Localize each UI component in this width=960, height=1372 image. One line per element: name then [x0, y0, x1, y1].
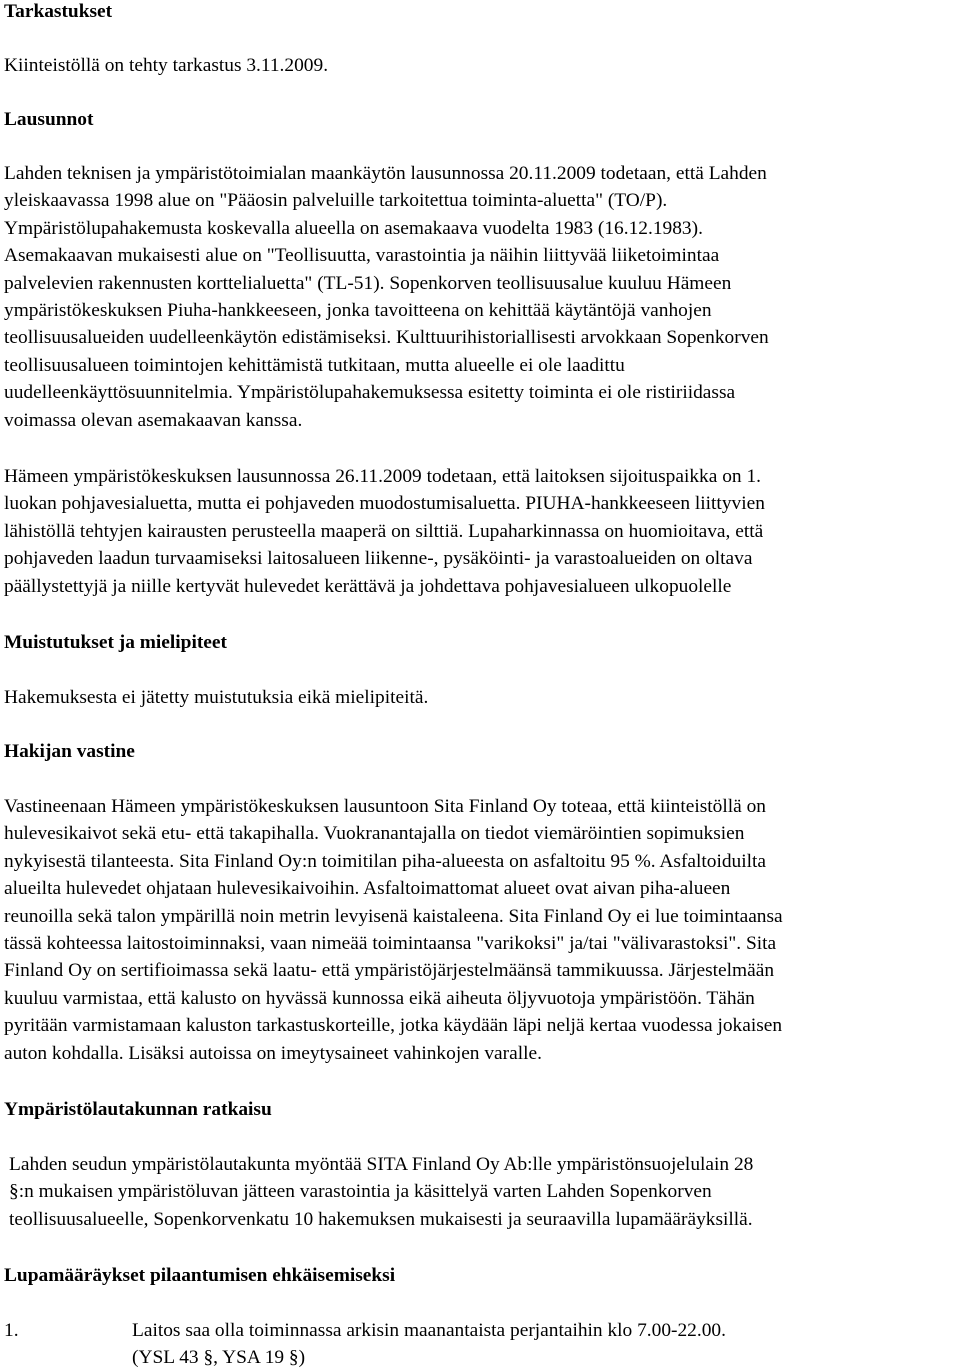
- text-line: Lahden seudun ympäristölautakunta myöntää SITA Finland Oy Ab:lle ympäristönsuojelulain 28: [9, 1154, 754, 1175]
- text-line: Hämeen ympäristökeskuksen lausunnossa 26.11.2009 todetaan, että laitoksen sijoituspaikka on 1.: [4, 466, 761, 487]
- text-line: Ympäristölupahakemusta koskevalla alueella on asemakaava vuodelta 1983 (16.12.1983).: [4, 217, 703, 239]
- text-line: kuuluu varmistaa, että kalusto on hyvässä kunnossa eikä aiheuta öljyvuotoja ympäristöön. Tähän: [4, 987, 755, 1009]
- paragraph-ratkaisu: [9, 1151, 960, 1233]
- paragraph-lausunnot-1: [4, 160, 956, 434]
- heading-tarkastukset: Tarkastukset: [4, 1, 113, 22]
- text-line: (YSL 43 §, YSA 19 §): [132, 1347, 306, 1369]
- paragraph-tarkastukset: [4, 52, 956, 79]
- text-line: teollisuusalueen toimintojen kehittämistä tutkitaan, mutta alueelle ei ole laadittu: [4, 354, 625, 376]
- text-line: uudelleenkäyttösuunnitelmia. Ympäristölupahakemuksessa esitetty toiminta ei ole ristiriidassa: [4, 382, 736, 404]
- text-line: Lahden teknisen ja ympäristötoimialan maankäytön lausunnossa 20.11.2009 todetaan, että Lahden: [4, 163, 767, 184]
- text-line: hulevesikaivot sekä etu- että takapihalla. Vuokranantajalla on tiedot viemäröintien sopimuksien: [4, 823, 745, 845]
- heading-hakijan-vastine: Hakijan vastine: [4, 741, 135, 762]
- heading-muistutukset: Muistutukset ja mielipiteet: [4, 632, 227, 653]
- text-line: Kiinteistöllä on tehty tarkastus 3.11.2009.: [4, 55, 329, 76]
- text-line: yleiskaavassa 1998 alue on "Pääosin palveluille tarkoitettua toiminta-aluetta" (TO/P).: [4, 190, 668, 212]
- text-line: pyritään varmistamaan kaluston tarkastuskorteille, jotka käydään läpi neljä kertaa vuodessa jokaisen: [4, 1015, 783, 1037]
- text-line: ympäristökeskuksen Piuha-hankkeeseen, jonka tavoitteena on kehittää käytäntöjä vanhojen: [4, 299, 712, 321]
- text-line: voimassa olevan asemakaavan kanssa.: [4, 409, 303, 431]
- text-line: luokan pohjavesialuetta, mutta ei pohjaveden muodostumisaluetta. PIUHA-hankkeeseen liittyvien: [4, 493, 765, 515]
- text-line: reunoilla sekä talon ympärillä noin metrin levyisenä kaistaleena. Sita Finland Oy ei lue toimintaansa: [4, 905, 783, 927]
- text-line: §:n mukaisen ympäristöluvan jätteen varastointia ja käsittelyä varten Lahden Sopenkorven: [9, 1181, 712, 1203]
- list-item-text: [132, 1317, 726, 1372]
- text-line: Asemakaavan mukaisesti alue on "Teollisuutta, varastointia ja näihin liittyvää liiketoimintaa: [4, 245, 720, 267]
- paragraph-vastine: [4, 793, 956, 1067]
- text-line: alueilta hulevedet ohjataan hulevesikaivoihin. Asfaltoimattomat alueet ovat aivan piha-alueen: [4, 878, 731, 900]
- text-line: teollisuusalueelle, Sopenkorvenkatu 10 hakemuksen mukaisesti ja seuraavilla lupamääräyksillä.: [9, 1208, 753, 1230]
- text-line: Finland Oy on sertifioimassa sekä laatu- että ympäristöjärjestelmäänsä tammikuussa. Järjestelmään: [4, 960, 775, 982]
- text-line: Hakemuksesta ei jätetty muistutuksia eikä mielipiteitä.: [4, 687, 429, 708]
- heading-lausunnot: Lausunnot: [4, 109, 94, 130]
- text-line: auton kohdalla. Lisäksi autoissa on imeytysaineet vahinkojen varalle.: [4, 1042, 542, 1064]
- text-line: lähistöllä tehtyjen kairausten perusteella maaperä on silttiä. Lupaharkinnassa on huomioitava, että: [4, 520, 764, 542]
- text-line: tässä kohteessa laitostoiminnaksi, vaan nimeää toimintaansa "varikoksi" ja/tai "välivarastoksi". Sita: [4, 932, 777, 954]
- text-line: teollisuusalueiden uudelleenkäytön edistämiseksi. Kulttuurihistoriallisesti arvokkaan Sopenkorven: [4, 327, 769, 349]
- text-line: nykyisestä tilanteesta. Sita Finland Oy:n toimitilan piha-alueesta on asfaltoitu 95 %. Asfaltoiduilta: [4, 850, 767, 872]
- text-line: pohjaveden laadun turvaamiseksi laitosalueen liikenne-, pysäköinti- ja varastoalueiden on oltava: [4, 548, 753, 570]
- heading-lupamaaraykset: Lupamääräykset pilaantumisen ehkäisemiseksi: [4, 1265, 396, 1286]
- paragraph-muistutukset: [4, 684, 956, 711]
- text-line: Vastineenaan Hämeen ympäristökeskuksen lausuntoon Sita Finland Oy toteaa, että kiinteistöllä on: [4, 796, 766, 817]
- list-item-number: 1.: [4, 1320, 19, 1341]
- text-line: palvelevien rakennusten korttelialuetta" (TL-51). Sopenkorven teollisuusalue kuuluu Hämeen: [4, 272, 732, 294]
- heading-ratkaisu: Ympäristölautakunnan ratkaisu: [4, 1099, 272, 1120]
- text-line: päällystettyjä ja niille kertyvät hulevedet kerättävä ja johdettava pohjavesialueen ulkopuolelle: [4, 575, 732, 597]
- paragraph-lausunnot-2: [4, 463, 956, 600]
- text-line: Laitos saa olla toiminnassa arkisin maanantaista perjantaihin klo 7.00-22.00.: [132, 1320, 726, 1341]
